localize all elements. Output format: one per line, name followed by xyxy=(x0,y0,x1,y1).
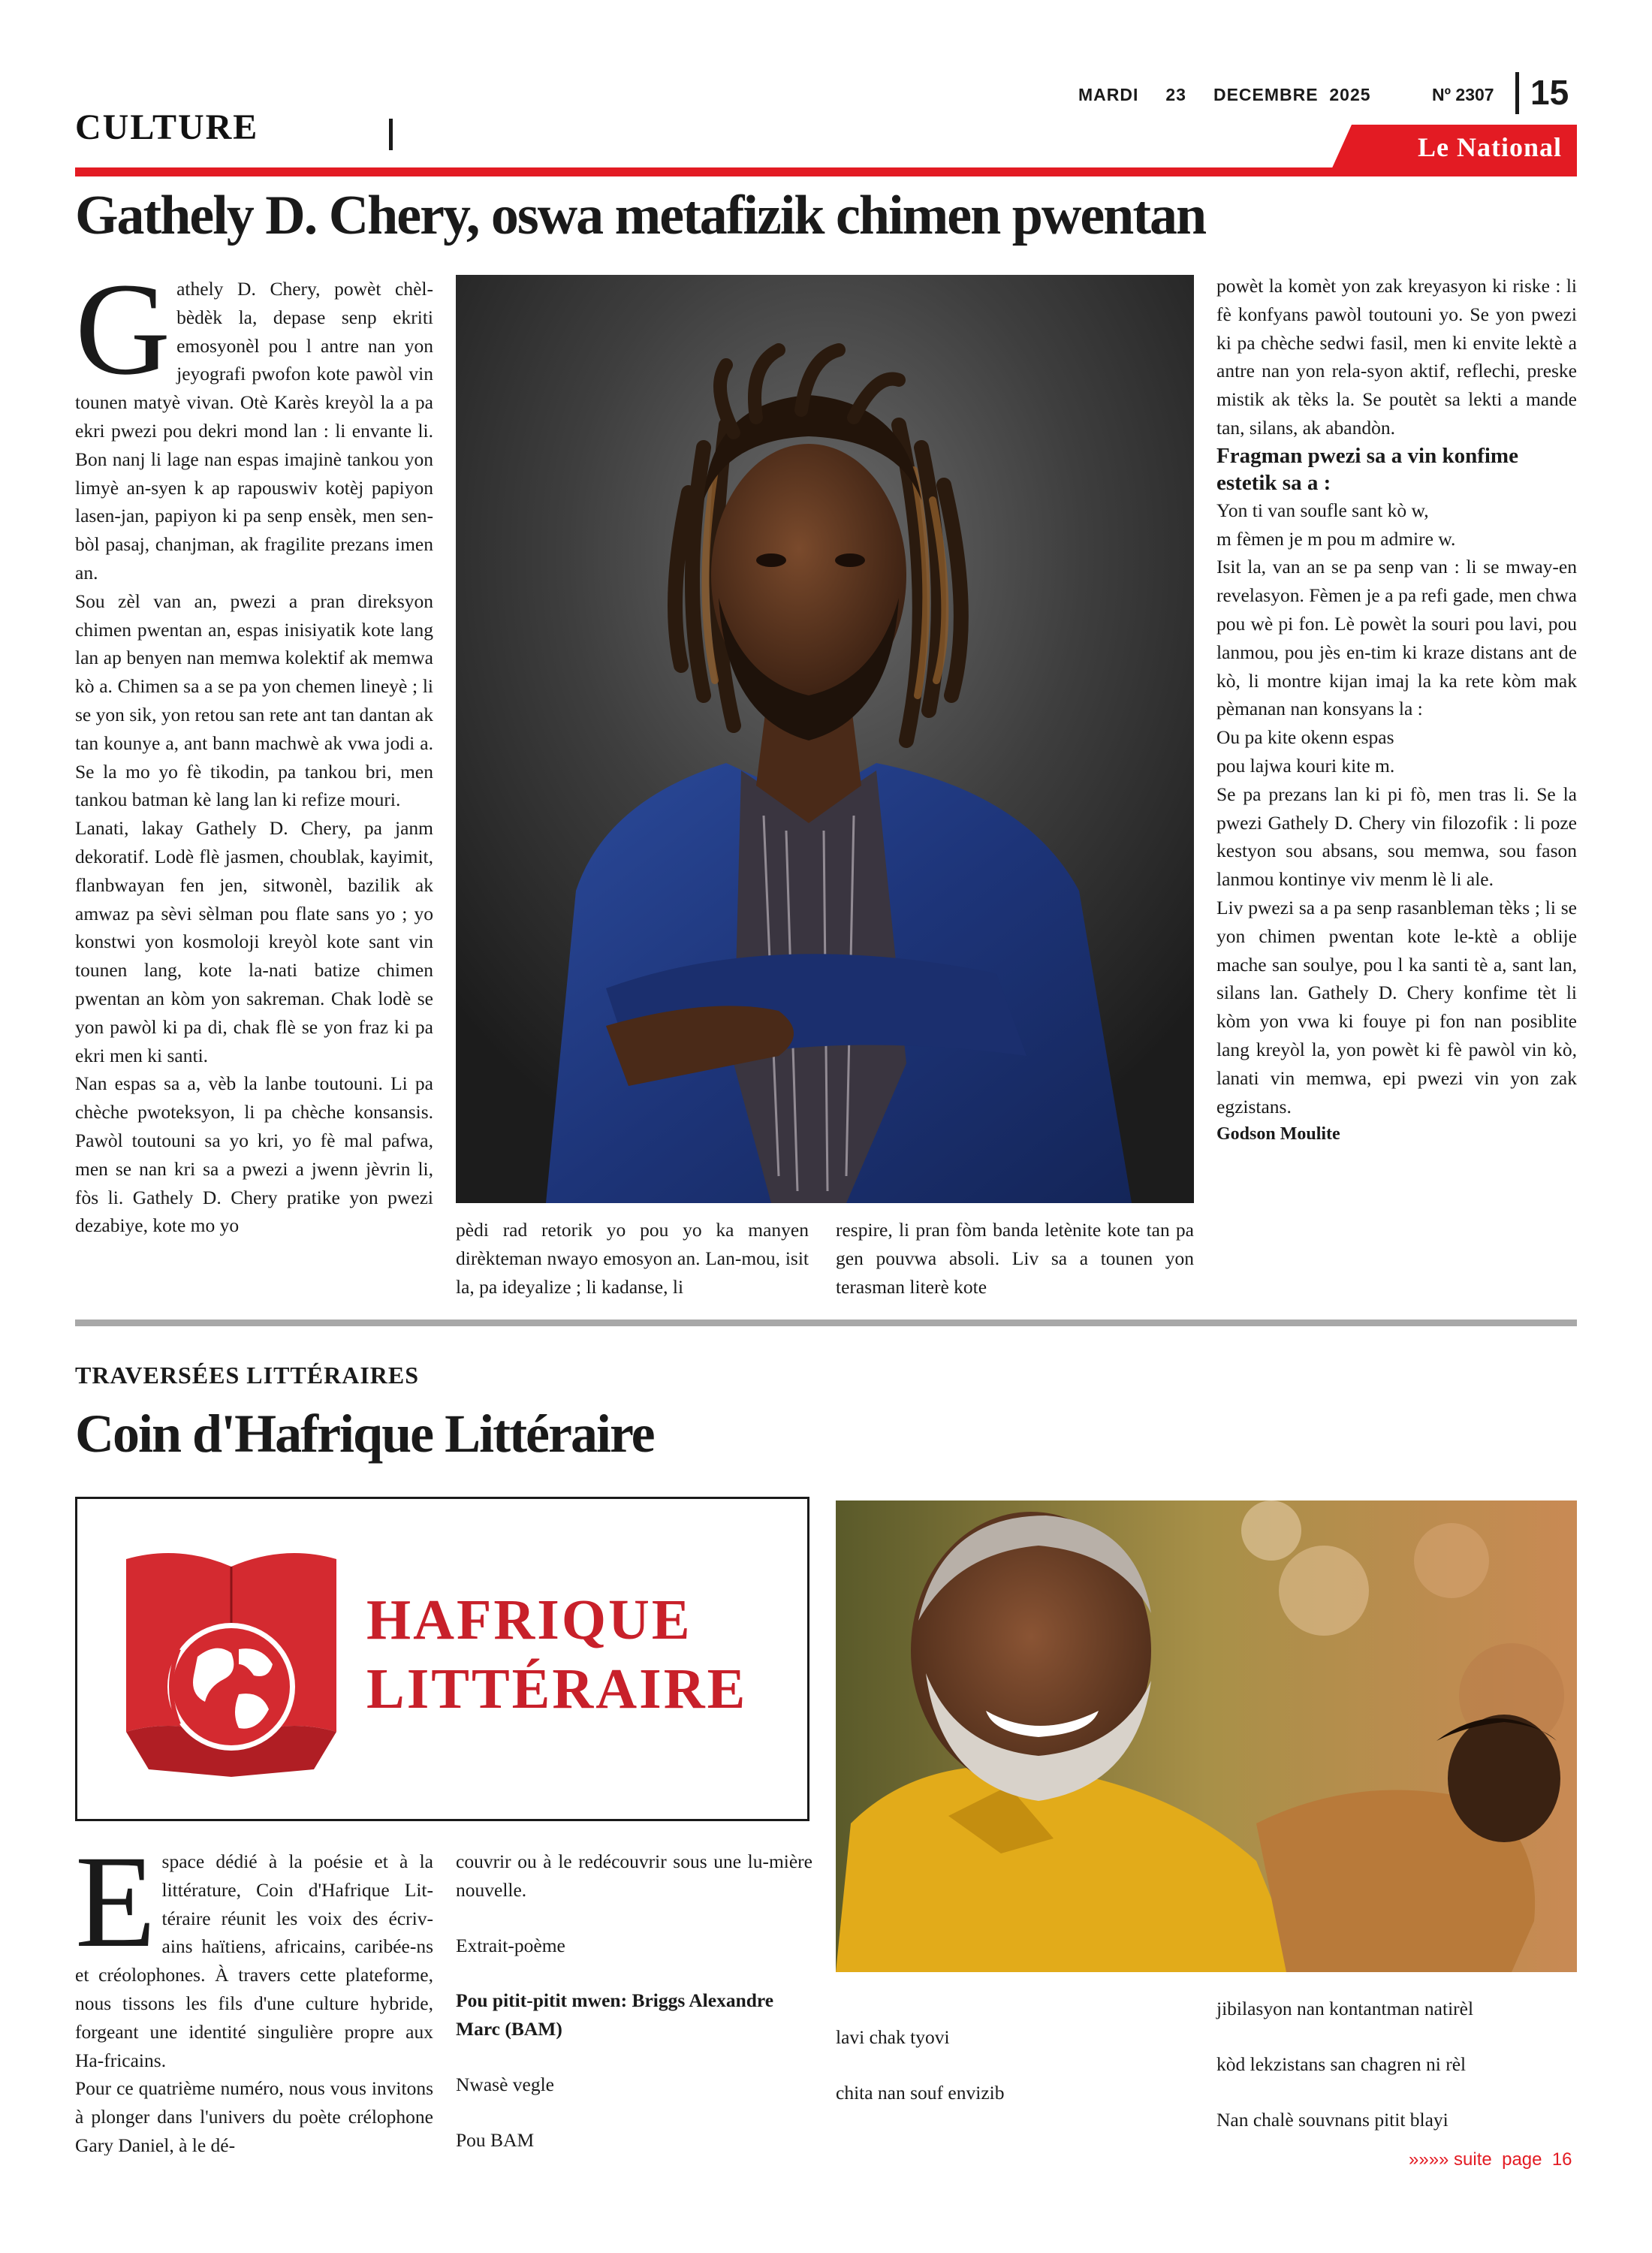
article1-paragraph: Lanati, lakay Gathely D. Chery, pa janm dekoratif. Lodè flè jasmen, choublak, kayimit, flanbwayan fen jen, sitwonèl, bazilik ak amwaz pa sèvi sèlman pou flate sans yo ; yo konstwi yon kosmoloji kreyòl kote sant vin tounen lang, kote la-nati batize chimen pwentan an kòm yon sakreman. Chak lodè se yon pawòl ki pa di, chak flè se yon fraz ki pa ekri men ki santi. xyxy=(75,817,433,1066)
article1-paragraph: powèt la komèt yon zak kreyasyon ki riske : li fè konfyans pawòl toutouni yo. Se yon pwezi ki pa chèche sedwi fasil, men ki envite lektè a antre nan yon rela-syon aktif, reflechi, preske mistik ak tèks la. Se poutèt sa lekti a mande tan, silans, ak abandòn. xyxy=(1216,275,1577,439)
section-title: CULTURE xyxy=(75,107,259,147)
poem-title: Pou pitit-pitit mwen: Briggs Alexandre Marc (BAM) xyxy=(456,1989,774,2040)
header-red-rule xyxy=(75,167,1577,176)
article1-paragraph: pèdi rad retorik yo pou yo ka manyen dirèkteman nwayo emosyon an. Lan-mou, isit la, pa ideyalize ; li kadanse, li xyxy=(456,1219,809,1298)
logo-title-line-2: LITTÉRAIRE xyxy=(366,1657,748,1721)
article2-headline: Coin d'Hafrique Littéraire xyxy=(75,1404,654,1464)
poem-verse: Ou pa kite okenn espas xyxy=(1216,726,1394,749)
poem-line: Nwasè vegle xyxy=(456,2073,554,2095)
book-globe-icon xyxy=(119,1544,344,1777)
poem-excerpt-subhead: Fragman pwezi sa a vin konfime estetik sa a : xyxy=(1216,443,1518,495)
article2-column-2 xyxy=(456,1847,812,2155)
continued-on-page-link[interactable]: »»»» suite page 16 xyxy=(1409,2149,1572,2170)
photo-illustration xyxy=(836,1500,1577,1972)
newspaper-brand: Le National xyxy=(1417,132,1562,162)
article2-kicker: TRAVERSÉES LITTÉRAIRES xyxy=(75,1362,420,1389)
poem-line: kòd lekzistans san chagren ni rèl xyxy=(1216,2053,1467,2075)
article1-paragraph: respire, li pran fòm banda letènite kote tan pa gen pouvwa absoli. Liv sa a tounen yon terasman literè kote xyxy=(836,1219,1194,1298)
poem-line: Pou BAM xyxy=(456,2128,535,2151)
article1-headline: Gathely D. Chery, oswa metafizik chimen pwentan xyxy=(75,185,1206,246)
article1-column-3 xyxy=(836,1216,1194,1306)
section-divider xyxy=(389,119,393,150)
section-divider-rule xyxy=(75,1320,1577,1326)
hafrique-litteraire-logo xyxy=(75,1497,809,1821)
header-divider xyxy=(1515,72,1519,114)
article1-column-1 xyxy=(75,275,433,1285)
article2-column-1 xyxy=(75,1847,433,2155)
portrait-illustration xyxy=(456,275,1194,1203)
article1-paragraph: Nan espas sa a, vèb la lanbe toutouni. Li pa chèche pwoteksyon, li pa chèche konsansis. Pawòl toutouni sa yo kri, yo fè mal pafwa, men se nan kri sa a pwezi a jwenn jèvrin li, fòs li. Gathely D. Chery pratike yon pwezi dezabiye, kote mo yo xyxy=(75,1072,433,1237)
logo-title-line-1: HAFRIQUE xyxy=(366,1588,692,1651)
article2-drop-cap: E xyxy=(75,1847,156,1975)
author-portrait-photo xyxy=(456,275,1194,1203)
poem-line: chita nan souf envizib xyxy=(836,2082,1005,2104)
poem-line: jibilasyon nan kontantman natirèl xyxy=(1216,1998,1474,2019)
article1-column-2 xyxy=(456,1216,809,1306)
article1-paragraph: Isit la, van an se pa senp van : li se mway-en revelasyon. Fèmen je a pa refi gade, men chwa pou wè pi fon. Lè powèt la souri pou lavi, pou lanmou, pou jès en-tim ki kraze distans ant de kò, li montre kijan imaj la ka rete kòm mak pèmanan nan konsyans la : xyxy=(1216,556,1577,720)
article1-paragraph: Sou zèl van an, pwezi a pran direksyon chimen pwentan an, espas inisiyatik kote lang lan ap benyen nan memwa kolektif ak memwa kò a. Chimen sa a se pa yon chemen lineyè ; li se yon sik, yon retou san rete ant tan dantan ak tan kounye a, ant bann machwè ak vwa jodi a. Se la mo yo fè tikodin, pa tankou bri, men tankou batman kè lang lan ki refize mouri. xyxy=(75,590,433,811)
article2-paragraph: Pour ce quatrième numéro, nous vous invitons à plonger dans l'univers du poète crélophone Gary Daniel, à le dé- xyxy=(75,2077,433,2155)
poem-verse: m fèmen je m pou m admire w. xyxy=(1216,527,1456,550)
article1-column-4 xyxy=(1216,272,1577,1293)
article2-paragraph: space dédié à la poésie et à la littérature, Coin d'Hafrique Lit-téraire réunit les voix des écriv-ains haïtiens, africains, caribée-ns et créolophones. À travers cette plateforme, nous tissons les fils d'une culture hybride, forgeant une identité singulière propre aux Ha-fricains. xyxy=(75,1850,433,2071)
article1-paragraph: Se pa prezans lan ki pi fò, men tras li. Se la pwezi Gathely D. Chery vin filozofik : li poze kestyon sou absans, sou memwa, sou fason lanmou kontinye viv menm lè li ale. xyxy=(1216,783,1577,891)
grandfather-baby-photo xyxy=(836,1500,1577,1972)
issue-date xyxy=(1078,85,1398,105)
issue-date-number: 23 xyxy=(1165,85,1186,104)
article2-paragraph: couvrir ou à le redécouvrir sous une lu-mière nouvelle. xyxy=(456,1850,812,1901)
poem-verse: Yon ti van soufle sant kò w, xyxy=(1216,499,1429,521)
article1-drop-cap: G xyxy=(75,275,171,403)
poem-verse: pou lajwa kouri kite m. xyxy=(1216,754,1395,777)
page-number: 15 xyxy=(1530,73,1569,112)
poem-excerpt-label: Extrait-poème xyxy=(456,1934,565,1956)
poem-line: Nan chalè souvnans pitit blayi xyxy=(1216,2109,1449,2131)
issue-number: Nº 2307 xyxy=(1432,85,1494,104)
article1-byline: Godson Moulite xyxy=(1216,1124,1340,1145)
issue-month-year: DECEMBRE 2025 xyxy=(1213,85,1371,104)
poem-line: lavi chak tyovi xyxy=(836,2026,950,2048)
article1-paragraph: athely D. Chery, powèt chèl-bèdèk la, depase senp ekriti emosyonèl pou l antre nan yon jeyografi pwofon kote pawòl vin tounen matyè vivan. Otè Karès kreyòl la a pa ekri pwezi pou dekri mond lan : li envante li. Bon nanj li lage nan espas imajinè tankou yon limyè an-syen k ap rapouswiv kotèj papiyon lasen-jan, papiyon ki pa senp ensèk, men sen-bòl pasaj, chanjman, ak fragilite prezans imen an. xyxy=(75,278,433,584)
issue-day: MARDI xyxy=(1078,85,1139,104)
article1-paragraph: Liv pwezi sa a pa senp rasanbleman tèks ; li se yon chimen pwentan kote le-ktè a oblije mache san soulye, pou l ka santi tè a, sant lan, silans lan. Gathely D. Chery konfime tèt li kòm yon vwa ki fouye pi fon nan posiblite lang kreyòl la, yon powèt ki fè pawòl vin kò, lanati vin memwa, epi pwezi vin yon zak egzistans. xyxy=(1216,896,1577,1117)
